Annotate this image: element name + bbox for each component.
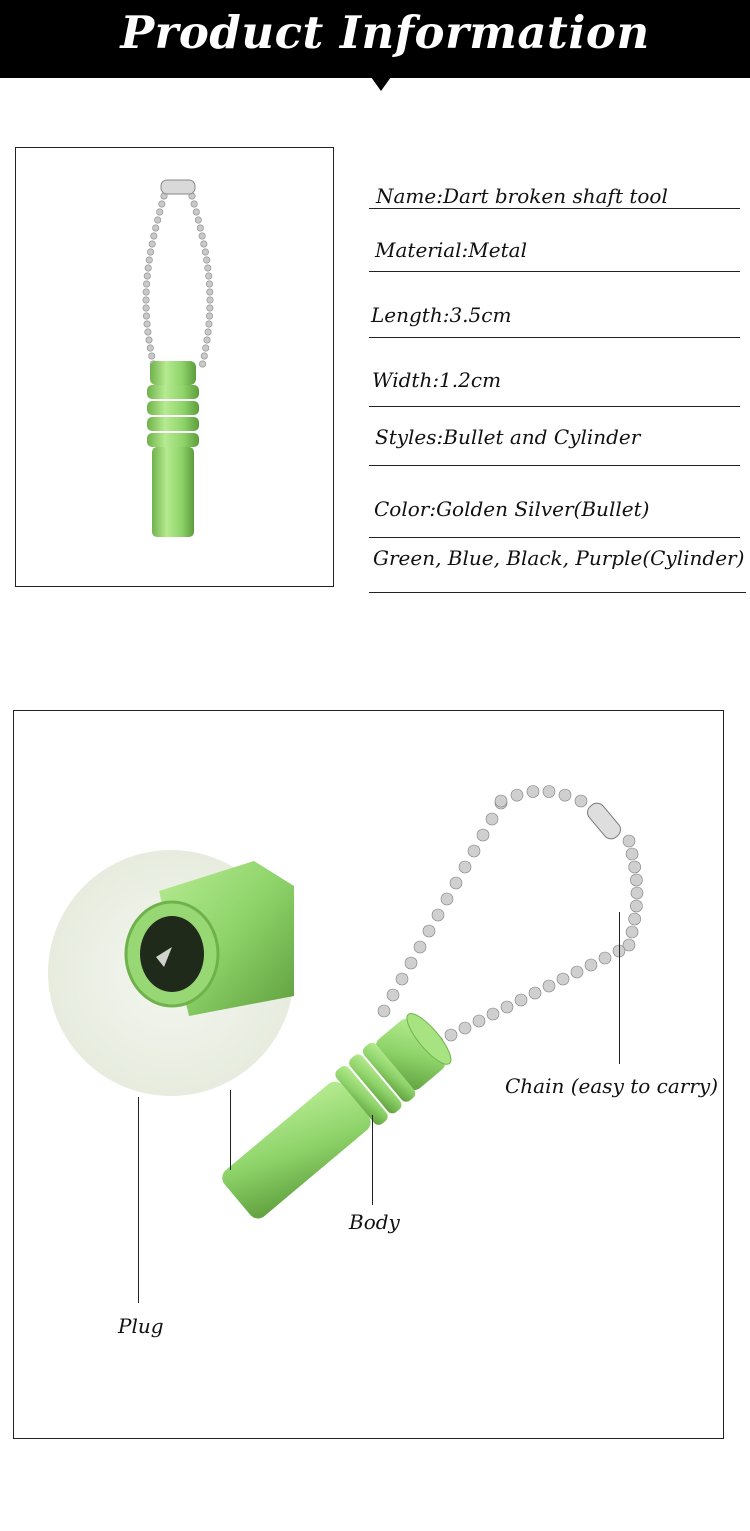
spec-width: Width:1.2cm [372,368,502,392]
chain-bead [527,785,539,797]
spec-color-continued: Green, Blue, Black, Purple(Cylinder) [373,546,745,570]
chain-bead [459,861,471,873]
chain-callout-line [619,912,620,1064]
chain-bead [459,1022,471,1034]
divider [369,337,740,338]
spec-styles: Styles:Bullet and Cylinder [375,425,641,449]
chain-bead [630,874,642,886]
chain-bead [487,1008,499,1020]
spec-name: Name:Dart broken shaft tool [376,184,668,208]
chain-bead [543,980,555,992]
divider [369,406,740,407]
chain-bead [543,785,555,797]
chain-bead [630,900,642,912]
body-callout-line [372,1115,373,1205]
chain-bead [515,994,527,1006]
plug-callout-line [138,1097,139,1303]
chain-bead [441,893,453,905]
chain-bead [626,848,638,860]
chain-bead [501,1001,513,1013]
chain-bead [450,877,462,889]
chain-bead [629,913,641,925]
divider [369,592,746,593]
divider [369,271,740,272]
chain-bead [378,1005,390,1017]
plug-label: Plug [118,1314,164,1338]
divider [369,537,740,538]
chain-bead [559,789,571,801]
page-title: Product Information [120,6,650,59]
chain-bead [529,987,541,999]
chain-bead [629,861,641,873]
chain-bead [405,957,417,969]
chain-bead [486,813,498,825]
chain-bead [414,941,426,953]
divider [369,465,740,466]
spec-color: Color:Golden Silver(Bullet) [374,497,650,521]
chain-bead [631,887,643,899]
chain-bead [468,845,480,857]
chain-bead [387,989,399,1001]
chain-bead [495,795,507,807]
body-label: Body [349,1210,400,1234]
spec-material: Material:Metal [375,238,527,262]
chain-bead [571,966,583,978]
spec-length: Length:3.5cm [371,303,512,327]
chain-bead [511,789,523,801]
divider [369,208,740,209]
chain-clasp-detail [584,800,624,842]
chain-bead [557,973,569,985]
chain-bead [423,925,435,937]
chain-bead [473,1015,485,1027]
chain-label: Chain (easy to carry) [505,1074,719,1098]
chain-bead [575,795,587,807]
chain-bead [432,909,444,921]
chain-bead [445,1029,457,1041]
chain-bead [623,835,635,847]
spec-list [0,0,750,620]
chain-bead [396,973,408,985]
chain-bead [599,952,611,964]
chain-bead [585,959,597,971]
chain-bead [477,829,489,841]
chain-bead [626,926,638,938]
plug-callout-line-short [230,1090,231,1170]
